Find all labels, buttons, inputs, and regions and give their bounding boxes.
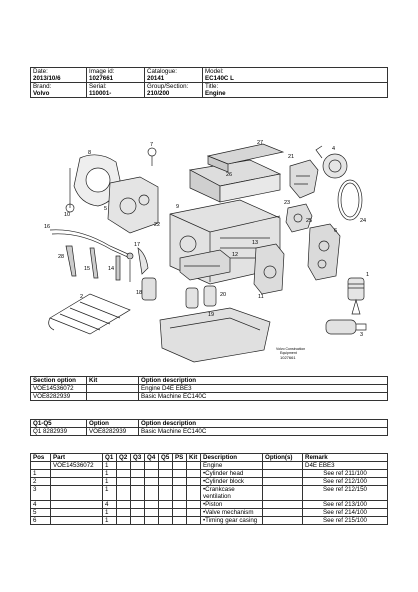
callout-7: 7 bbox=[150, 142, 154, 148]
table-row: VOE14536072 1 Engine D4E EBE3 bbox=[31, 462, 388, 470]
table-row: Q1 8282939 VOE8282939 Basic Machine EC140C bbox=[31, 428, 388, 436]
tensioner-part bbox=[148, 148, 156, 166]
catalogue-cell: Catalogue: 20141 bbox=[145, 68, 203, 83]
table-row: 1 1 •Cylinder head See ref 211/100 bbox=[31, 470, 388, 478]
dipstick-part bbox=[66, 168, 74, 212]
callout-1: 1 bbox=[366, 272, 370, 278]
diagram-caption bbox=[276, 347, 305, 360]
col-q1-q5: Q1-Q5 bbox=[31, 420, 87, 428]
callout-27: 27 bbox=[257, 140, 264, 146]
callout-22: 22 bbox=[154, 222, 161, 228]
group-value: 210/200 bbox=[147, 90, 170, 97]
catalogue-value: 20141 bbox=[147, 75, 165, 82]
table-row: 5 1 •Valve mechanism See ref 214/100 bbox=[31, 509, 388, 517]
title-cell: Title: Engine bbox=[203, 83, 388, 98]
model-value: EC140C L bbox=[205, 75, 234, 82]
piston-part bbox=[348, 278, 364, 314]
table-row: 6 1 •Timing gear casing See ref 215/100 bbox=[31, 517, 388, 525]
col-option-description: Option description bbox=[139, 420, 388, 428]
q-option-table bbox=[30, 419, 388, 436]
callout-23: 23 bbox=[284, 200, 291, 206]
callout-19: 19 bbox=[208, 312, 215, 318]
callout-12: 12 bbox=[232, 252, 239, 258]
serial-value: 110001- bbox=[89, 90, 112, 97]
table-row: 2 1 •Cylinder block See ref 212/100 bbox=[31, 478, 388, 486]
caption-id: 1027661 bbox=[280, 355, 296, 360]
callout-3: 3 bbox=[360, 332, 364, 338]
exhaust-manifold-part bbox=[290, 160, 318, 198]
callout-18: 18 bbox=[136, 290, 143, 296]
wiring-harness-part bbox=[49, 294, 130, 334]
timing-cover-part bbox=[108, 177, 161, 233]
callout-9: 9 bbox=[176, 204, 180, 210]
header-table bbox=[30, 67, 388, 98]
parts-table bbox=[30, 453, 388, 525]
table-row: 3 1 •Crankcase ventilation See ref 212/150 bbox=[31, 486, 388, 501]
cylinder-head-part bbox=[190, 160, 280, 202]
engine-exploded-diagram bbox=[30, 118, 388, 373]
section-option-table bbox=[30, 376, 388, 401]
parts-header-row: Pos Part Q1 Q2 Q3 Q4 Q5 PS Kit Description Option(s) Remark bbox=[31, 454, 388, 462]
callout-8: 8 bbox=[88, 150, 92, 156]
callout-16: 16 bbox=[44, 224, 51, 230]
callout-25: 25 bbox=[306, 218, 313, 224]
fuel-filter-part bbox=[186, 286, 216, 308]
callout-21: 21 bbox=[288, 154, 295, 160]
callout-17: 17 bbox=[134, 242, 141, 248]
group-cell: Group/Section: 210/200 bbox=[145, 83, 203, 98]
date-cell: Date: 2013/10/6 bbox=[31, 68, 87, 83]
col-option-description: Option description bbox=[139, 377, 388, 385]
callout-13: 13 bbox=[252, 240, 259, 246]
oil-pan-part bbox=[160, 308, 270, 362]
callout-14: 14 bbox=[108, 266, 115, 272]
caption-line-2: Equipment bbox=[280, 351, 297, 355]
table-row: VOE8282939 Basic Machine EC140C bbox=[31, 393, 388, 401]
image-id-value: 1027661 bbox=[89, 75, 114, 82]
callout-11: 11 bbox=[258, 294, 264, 300]
callout-2: 2 bbox=[80, 294, 84, 300]
date-value: 2013/10/6 bbox=[33, 75, 61, 82]
callout-28: 28 bbox=[58, 254, 65, 260]
drive-belt-part bbox=[338, 180, 362, 220]
table-row: 4 4 •Piston See ref 213/100 bbox=[31, 501, 388, 509]
serial-cell: Serial: 110001- bbox=[87, 83, 145, 98]
col-option: Option bbox=[87, 420, 139, 428]
callout-15: 15 bbox=[84, 266, 91, 272]
brand-cell: Brand: Volvo bbox=[31, 83, 87, 98]
callout-24: 24 bbox=[360, 218, 367, 224]
image-id-cell: Image id: 1027661 bbox=[87, 68, 145, 83]
injector-parts bbox=[66, 246, 130, 282]
title-value: Engine bbox=[205, 90, 226, 97]
callout-5: 5 bbox=[104, 206, 108, 212]
caption-line-1: Volvo Construction bbox=[276, 347, 306, 351]
callout-10: 10 bbox=[64, 212, 71, 218]
callout-20: 20 bbox=[220, 292, 227, 298]
model-cell: Model: EC140C L bbox=[203, 68, 388, 83]
callout-26: 26 bbox=[226, 172, 233, 178]
brand-value: Volvo bbox=[33, 90, 50, 97]
table-row: VOE14536072 Engine D4E EBE3 bbox=[31, 385, 388, 393]
col-section-option: Section option bbox=[31, 377, 87, 385]
callout-6: 6 bbox=[334, 228, 338, 234]
col-kit: Kit bbox=[87, 377, 139, 385]
gear-housing-part bbox=[254, 244, 284, 294]
callout-4: 4 bbox=[332, 146, 336, 152]
